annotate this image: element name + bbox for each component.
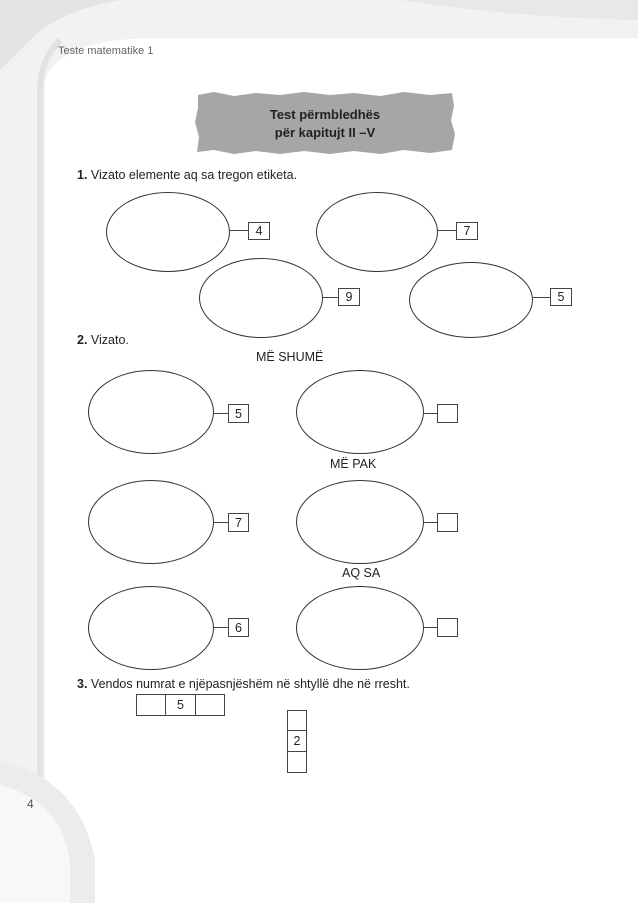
label-connector xyxy=(214,522,228,523)
count-label: 9 xyxy=(338,288,360,306)
test-title xyxy=(194,106,456,142)
comparison-heading-equal: AQ SA xyxy=(342,566,381,580)
drawing-oval[interactable] xyxy=(199,258,323,338)
answer-box[interactable] xyxy=(437,618,458,637)
count-label: 5 xyxy=(228,404,249,423)
page-number: 4 xyxy=(27,797,34,811)
drawing-oval[interactable] xyxy=(296,586,424,670)
label-connector xyxy=(424,413,437,414)
count-label: 7 xyxy=(456,222,478,240)
count-label: 6 xyxy=(228,618,249,637)
label-connector xyxy=(438,230,456,231)
number-row-cell[interactable] xyxy=(136,694,166,716)
label-connector xyxy=(323,297,338,298)
answer-box[interactable] xyxy=(437,404,458,423)
label-connector xyxy=(214,627,228,628)
drawing-oval[interactable] xyxy=(296,480,424,564)
number-column-cell: 2 xyxy=(287,730,307,752)
task-2-instruction xyxy=(77,333,129,347)
label-connector xyxy=(214,413,228,414)
drawing-oval[interactable] xyxy=(296,370,424,454)
task-1-number: 1. xyxy=(77,168,88,182)
label-connector xyxy=(424,627,437,628)
answer-box[interactable] xyxy=(437,513,458,532)
drawing-oval[interactable] xyxy=(409,262,533,338)
drawing-oval[interactable] xyxy=(88,586,214,670)
drawing-oval[interactable] xyxy=(88,370,214,454)
comparison-heading-more: MË SHUMË xyxy=(256,350,324,364)
task-3-instruction xyxy=(77,677,410,691)
label-connector xyxy=(230,230,248,231)
count-label: 4 xyxy=(248,222,270,240)
label-connector xyxy=(424,522,437,523)
label-connector xyxy=(533,297,550,298)
title-line-2: për kapitujt II –V xyxy=(274,125,376,140)
number-row-cell[interactable] xyxy=(195,694,225,716)
task-3-text: Vendos numrat e njëpasnjëshëm në shtyllë dhe në rresht. xyxy=(90,677,410,691)
task-1-instruction xyxy=(77,168,297,182)
task-2-number: 2. xyxy=(77,333,88,347)
drawing-oval[interactable] xyxy=(88,480,214,564)
number-column-cell[interactable] xyxy=(287,751,307,773)
task-3-number: 3. xyxy=(77,677,88,691)
title-line-1: Test përmbledhës xyxy=(269,107,381,122)
drawing-oval[interactable] xyxy=(106,192,230,272)
count-label: 7 xyxy=(228,513,249,532)
number-column-cell[interactable] xyxy=(287,710,307,731)
task-2-text: Vizato. xyxy=(90,333,129,347)
comparison-heading-less: MË PAK xyxy=(330,457,377,471)
drawing-oval[interactable] xyxy=(316,192,438,272)
task-1-text: Vizato elemente aq sa tregon etiketa. xyxy=(90,168,298,182)
running-header: Teste matematike 1 xyxy=(58,45,154,57)
count-label: 5 xyxy=(550,288,572,306)
number-row-cell: 5 xyxy=(165,694,196,716)
